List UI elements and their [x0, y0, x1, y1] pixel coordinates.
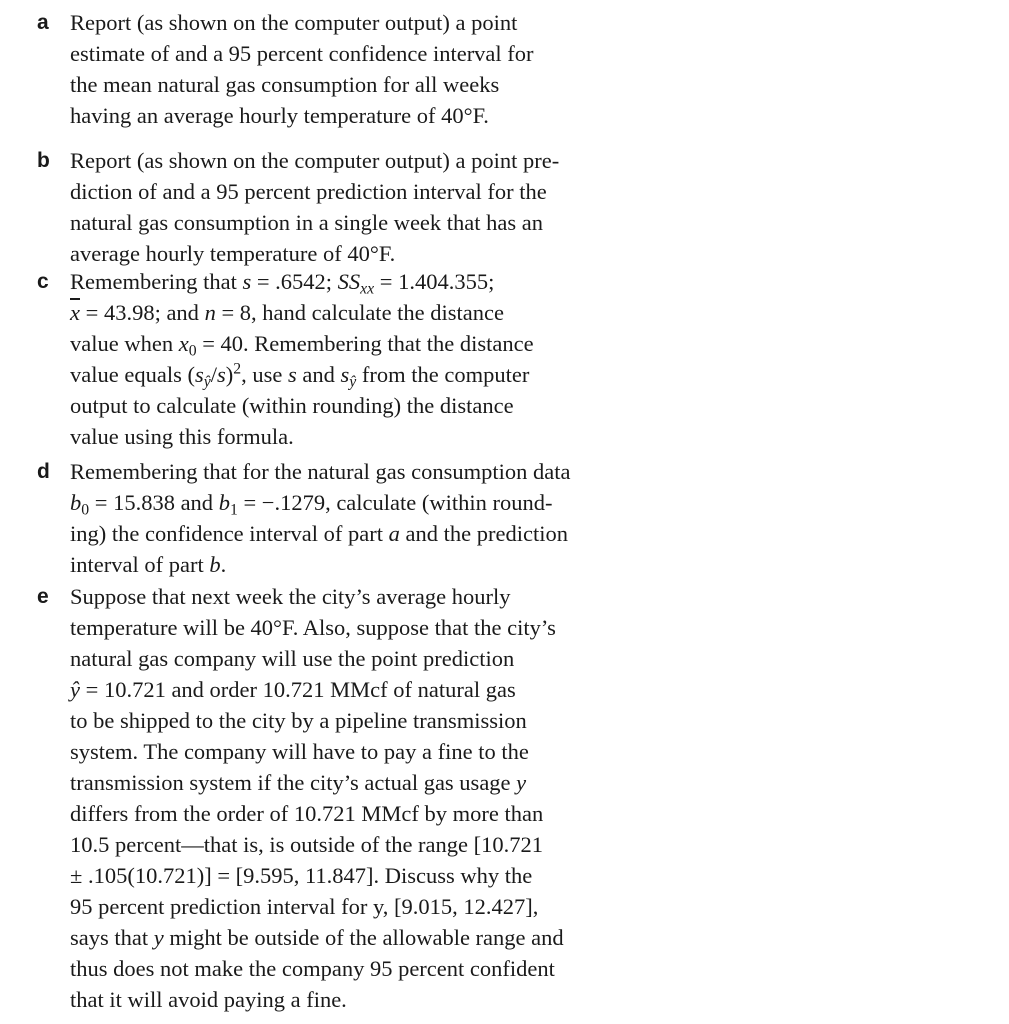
- math-var: y: [153, 925, 164, 950]
- text-line: 95 percent prediction interval for y, [9.015, 12.427],: [70, 894, 539, 919]
- math-var: a: [388, 521, 400, 546]
- text-run: from the computer: [356, 362, 530, 387]
- text-run: = 40. Remembering that the distance: [196, 331, 534, 356]
- part-d-text: [70, 456, 670, 580]
- math-var: s: [242, 269, 252, 294]
- text-run: , use: [241, 362, 288, 387]
- text-line: [70, 674, 670, 705]
- part-e-text: [70, 581, 670, 1015]
- text-line: [70, 518, 670, 549]
- text-line: estimate of and a 95 percent confidence interval for: [70, 41, 534, 66]
- text-run: = 1.404.355;: [374, 269, 495, 294]
- text-line: natural gas company will use the point prediction: [70, 646, 515, 671]
- math-var: s: [216, 362, 226, 387]
- text-run: = 15.838 and: [89, 490, 219, 515]
- part-a-text: [70, 7, 670, 131]
- math-subscript: xx: [360, 280, 375, 298]
- text-run: interval of part: [70, 552, 210, 577]
- text-run: /: [210, 362, 217, 387]
- math-var: b: [218, 490, 230, 515]
- text-line: system. The company will have to pay a fine to the: [70, 739, 529, 764]
- text-line: value using this formula.: [70, 424, 294, 449]
- text-line: diction of and a 95 percent prediction interval for the: [70, 179, 547, 204]
- text-line: 10.5 percent—that is, is outside of the range [10.721: [70, 832, 544, 857]
- text-run: value equals (: [70, 362, 195, 387]
- math-var: n: [204, 300, 216, 325]
- math-var: s: [194, 362, 204, 387]
- text-line: average hourly temperature of 40°F.: [70, 241, 396, 266]
- text-line: [70, 549, 670, 580]
- part-b-letter: b: [37, 149, 50, 172]
- text-line: [70, 487, 670, 518]
- text-line: [70, 266, 670, 297]
- text-run: = .6542;: [251, 269, 338, 294]
- text-run: might be outside of the allowable range and: [163, 925, 564, 950]
- text-line: temperature will be 40°F. Also, suppose that the city’s: [70, 615, 556, 640]
- text-line: that it will avoid paying a fine.: [70, 987, 347, 1012]
- math-var: b: [70, 490, 82, 515]
- part-e-letter: e: [37, 585, 49, 608]
- math-var-xbar: $\overline{x}$: [70, 300, 80, 325]
- text-run: = 8, hand calculate the distance: [215, 300, 505, 325]
- math-superscript: 2: [233, 360, 242, 378]
- text-run: value when: [70, 331, 179, 356]
- text-run: Remembering that: [70, 269, 243, 294]
- text-run: says that: [70, 925, 154, 950]
- math-var: s: [340, 362, 350, 387]
- math-var: ŷ: [70, 677, 80, 702]
- text-line: Suppose that next week the city’s average hourly: [70, 584, 511, 609]
- text-line: [70, 922, 670, 953]
- text-line: [70, 328, 670, 359]
- math-var: y: [516, 770, 527, 795]
- text-line: [70, 297, 670, 328]
- text-run: .: [220, 552, 227, 577]
- text-line: differs from the order of 10.721 MMcf by more than: [70, 801, 544, 826]
- text-line: to be shipped to the city by a pipeline transmission: [70, 708, 527, 733]
- text-line: having an average hourly temperature of 40°F.: [70, 103, 489, 128]
- text-run: and: [296, 362, 341, 387]
- text-line: Report (as shown on the computer output) a point pre-: [70, 148, 560, 173]
- math-var: b: [209, 552, 221, 577]
- part-c-text: [70, 266, 670, 452]
- text-run: ): [225, 362, 234, 387]
- text-line: [70, 359, 670, 390]
- text-run: = −.1279, calculate (within round-: [237, 490, 553, 515]
- text-line: Remembering that for the natural gas consumption data: [70, 459, 571, 484]
- math-subscript: ŷ: [349, 373, 357, 391]
- text-line: [70, 767, 670, 798]
- text-line: natural gas consumption in a single week that has an: [70, 210, 544, 235]
- text-run: = 43.98; and: [80, 300, 205, 325]
- part-b-text: [70, 145, 670, 269]
- text-run: = 10.721 and order 10.721 MMcf of natural gas: [80, 677, 516, 702]
- math-var: x: [178, 331, 189, 356]
- text-line: output to calculate (within rounding) the distance: [70, 393, 514, 418]
- part-c-letter: c: [37, 270, 49, 293]
- math-subscript: ŷ: [203, 373, 211, 391]
- part-a-letter: a: [37, 11, 49, 34]
- text-line: the mean natural gas consumption for all weeks: [70, 72, 500, 97]
- part-d-letter: d: [37, 460, 50, 483]
- text-run: and the prediction: [399, 521, 568, 546]
- math-subscript: 0: [188, 342, 197, 360]
- text-run: transmission system if the city’s actual gas usage: [70, 770, 517, 795]
- math-subscript: 0: [81, 501, 90, 519]
- math-var: SS: [337, 269, 361, 294]
- math-subscript: 1: [229, 501, 238, 519]
- text-line: thus does not make the company 95 percent confident: [70, 956, 555, 981]
- text-line: ± .105(10.721)] = [9.595, 11.847]. Discuss why the: [70, 863, 533, 888]
- text-line: Report (as shown on the computer output) a point: [70, 10, 518, 35]
- text-run: ing) the confidence interval of part: [70, 521, 389, 546]
- math-var: s: [288, 362, 297, 387]
